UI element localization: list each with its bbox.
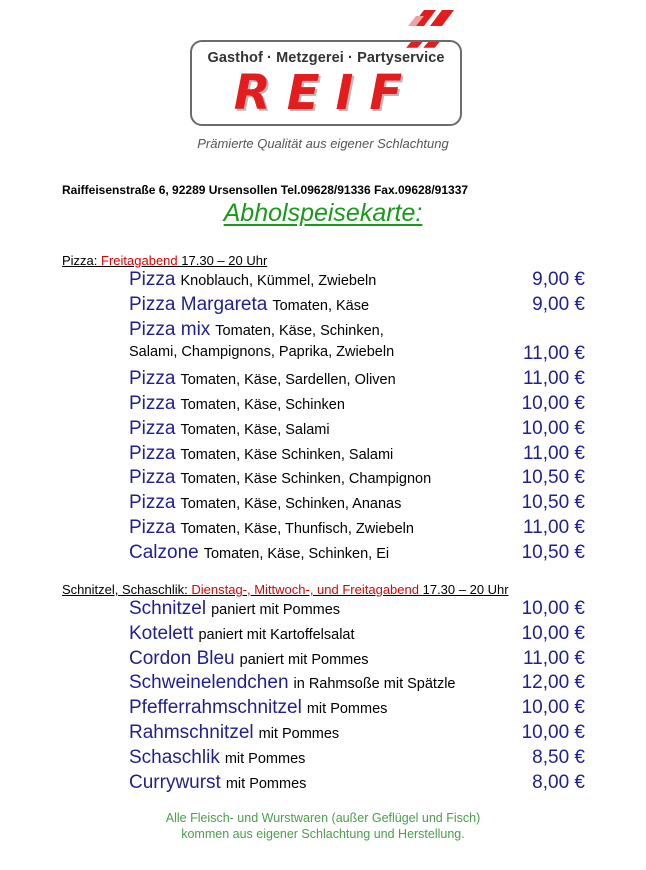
pizza-section-header [62,253,267,268]
schnitzel-section-header [62,582,509,597]
menu-item-name: Kotelett [129,622,194,644]
menu-item-name: Pizza [129,517,176,538]
schnitzel-section-label: Schnitzel, Schaschlik: [62,582,188,597]
logo-top-line: Gasthof · Metzgerei · Partyservice [207,50,445,66]
menu-item-description: Tomaten, Käse, Salami [180,421,330,438]
menu-item-description: mit Pommes [258,726,340,742]
menu-item [129,418,585,443]
menu-item-price: 8,00 € [532,771,585,793]
menu-item [129,443,585,468]
logo-corner-diamonds-icon [406,8,466,38]
menu-item-name: Pizza Margareta [129,293,268,315]
menu-item-description: Tomaten, Käse Schinken, Champignon [180,471,432,488]
menu-item [129,697,585,722]
menu-item [129,368,585,393]
menu-item-name: Currywurst [129,771,221,793]
menu-item-name: Pizza [129,442,176,464]
menu-item-description: mit Pommes [306,701,388,718]
logo-brand: REIF [233,65,419,121]
schnitzel-section-day: Dienstag-, Mittwoch-, und Freitagabend [191,582,419,597]
menu-item-name: Schaschlik [129,746,220,768]
menu-item-description: paniert mit Pommes [211,602,341,618]
menu-item-price: 10,00 € [521,417,585,439]
menu-item-name: Pizza [129,492,176,514]
menu-item-price: 11,00 € [523,647,585,669]
logo [190,40,462,126]
menu-item-name: Rahmschnitzel [129,722,254,743]
menu-item [129,319,585,344]
menu-item-name: Cordon Bleu [129,647,235,669]
menu-item-price: 10,00 € [521,393,585,414]
pizza-section-time: 17.30 – 20 Uhr [181,253,268,268]
schnitzel-section-time: 17.30 – 20 Uhr [422,582,509,597]
menu-item [129,492,585,517]
menu-item-description: mit Pommes [225,775,307,792]
menu-item-price: 10,50 € [521,541,585,563]
menu-item-name: Pizza [129,417,176,439]
menu-item-description: Tomaten, Käse, Schinken, Ei [203,545,390,562]
menu-item-name: Schnitzel [129,598,207,619]
menu-item-name: Calzone [129,541,199,563]
menu-item-description: paniert mit Pommes [239,651,369,668]
menu-item-name: Pizza mix [129,318,211,340]
menu-item [129,598,585,623]
menu-item-description: Tomaten, Käse, Sardellen, Oliven [180,372,396,389]
menu-item-price: 10,50 € [521,492,585,514]
menu-item-description: mit Pommes [224,750,306,767]
menu-item-description: Tomaten, Käse [272,297,370,314]
menu-item-description: Salami, Champignons, Paprika, Zwiebeln [129,344,395,361]
menu-item-price: 11,00 € [523,343,585,365]
footer-line-1: Alle Fleisch- und Wurstwaren (außer Geflügel und Fisch) [165,811,481,825]
menu-item-name: Pizza [129,368,176,390]
menu-item-name: Pizza [129,269,176,290]
menu-item [129,623,585,648]
menu-item-price: 9,00 € [532,293,585,315]
address-line: Raiffeisenstraße 6, 92289 Ursensollen Tel.09628/91336 Fax.09628/91337 [62,183,469,197]
logo-tagline: Prämierte Qualität aus eigener Schlachtung [197,136,449,151]
menu-item-price: 11,00 € [523,442,585,464]
menu-item-price: 11,00 € [523,368,585,390]
menu-item [129,343,585,368]
menu-item-name: Pfefferrahmschnitzel [129,697,302,719]
footer-note [0,810,646,842]
footer-line-2: kommen aus eigener Schlachtung und Herstellung. [181,827,465,841]
menu-item [129,517,585,542]
menu-item-description: paniert mit Kartoffelsalat [198,626,355,643]
menu-item-price: 10,00 € [521,622,585,644]
menu-item [129,542,585,567]
menu-item-description: Tomaten, Käse Schinken, Salami [180,446,394,463]
menu-item-price: 10,00 € [521,598,585,619]
menu-item-description: Knoblauch, Kümmel, Zwiebeln [180,273,377,289]
menu-item [129,747,585,772]
menu-item-price: 10,00 € [521,722,585,743]
menu-item-price: 10,50 € [521,467,585,489]
menu-item-name: Pizza [129,393,176,414]
menu-item [129,269,585,294]
menu-item [129,393,585,418]
menu-item [129,672,585,697]
menu-item-name: Schweinelendchen [129,672,289,694]
menu-item-description: in Rahmsoße mit Spätzle [293,676,456,693]
menu-item [129,648,585,673]
menu-item [129,772,585,797]
menu-item [129,467,585,492]
page-title: Abholspeisekarte: [223,199,423,227]
menu-item-description: Tomaten, Käse, Schinken [180,397,345,413]
menu-item-description: Tomaten, Käse, Schinken, [215,322,384,339]
pizza-section-label: Pizza: [62,253,98,268]
pizza-section-day: Freitagabend [101,253,178,268]
menu-item-description: Tomaten, Käse, Thunfisch, Zwiebeln [180,521,414,537]
menu-item-price: 9,00 € [532,269,585,290]
menu-item-description: Tomaten, Käse, Schinken, Ananas [180,496,402,513]
menu-item-price: 10,00 € [521,697,585,719]
menu-item-price: 11,00 € [523,517,585,538]
menu-item-name: Pizza [129,467,176,489]
menu-item [129,722,585,747]
menu-item-price: 12,00 € [521,672,585,694]
menu-item [129,294,585,319]
menu-item-price: 8,50 € [532,746,585,768]
